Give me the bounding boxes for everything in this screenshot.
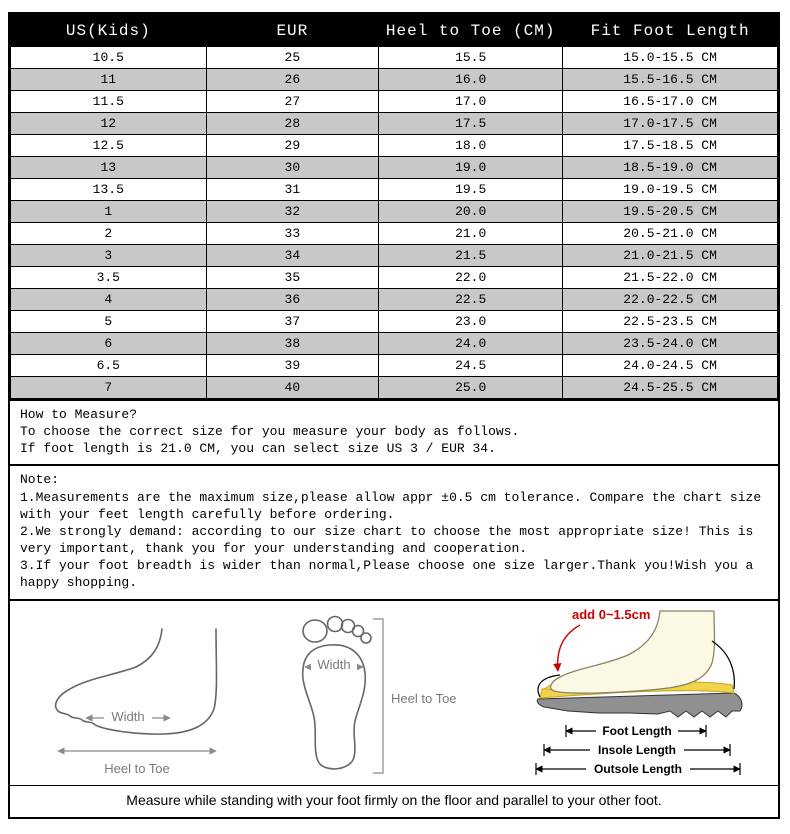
toe-5 [361,633,371,643]
table-cell: 28 [206,113,379,135]
add-allowance-arrow [558,625,580,671]
measurement-diagrams [10,599,778,785]
table-cell: 11 [11,69,207,91]
table-row [11,135,778,157]
note-item-3: 3.If your foot breadth is wider than normal,Please choose one size larger.Thank you!Wish you a happy shopping. [20,558,754,591]
col-header-eur: EUR [206,15,379,47]
how-to-measure-section [10,399,778,464]
table-cell: 19.5-20.5 CM [563,201,778,223]
table-cell: 36 [206,289,379,311]
sole-length-label: Heel to Toe [391,690,457,706]
how-to-measure-line1: To choose the correct size for you measure your body as follows. [20,424,520,440]
table-cell: 19.5 [379,179,563,201]
table-cell: 30 [206,157,379,179]
table-cell: 15.5-16.5 CM [563,69,778,91]
toe-2 [328,616,343,631]
size-table-body [11,47,778,399]
table-cell: 15.5 [379,47,563,69]
footer-instruction-bar [10,785,778,817]
table-cell: 13 [11,157,207,179]
table-header-row [11,15,778,47]
outsole-shape [537,693,742,717]
table-cell: 24.5-25.5 CM [563,377,778,399]
table-cell: 24.0 [379,333,563,355]
table-cell: 22.5-23.5 CM [563,311,778,333]
table-cell: 31 [206,179,379,201]
table-row [11,223,778,245]
table-row [11,179,778,201]
how-to-measure-line2: If foot length is 21.0 CM, you can select size US 3 / EUR 34. [20,441,496,457]
table-cell: 19.0 [379,157,563,179]
table-cell: 38 [206,333,379,355]
col-header-heel-to-toe: Heel to Toe (CM) [379,15,563,47]
table-cell: 16.5-17.0 CM [563,91,778,113]
table-cell: 39 [206,355,379,377]
table-cell: 40 [206,377,379,399]
table-row [11,91,778,113]
table-cell: 33 [206,223,379,245]
foot-sole-diagram [277,611,487,781]
table-cell: 12.5 [11,135,207,157]
note-title: Note: [20,472,60,488]
table-cell: 17.5-18.5 CM [563,135,778,157]
table-cell: 6 [11,333,207,355]
table-cell: 18.0 [379,135,563,157]
table-row [11,157,778,179]
table-cell: 6.5 [11,355,207,377]
note-item-2: 2.We strongly demand: according to our size chart to choose the most appropriate size! This is very important, thank you for your understanding and cooperation. [20,523,754,557]
table-row [11,245,778,267]
table-cell: 17.0-17.5 CM [563,113,778,135]
table-cell: 17.0 [379,91,563,113]
table-cell: 21.5 [379,245,563,267]
footer-instruction-text: Measure while standing with your foot firmly on the floor and parallel to your other foot. [126,791,662,808]
table-cell: 4 [11,289,207,311]
col-header-us-kids: US(Kids) [11,15,207,47]
shoe-length-diagram [510,601,766,781]
table-cell: 19.0-19.5 CM [563,179,778,201]
table-cell: 24.0-24.5 CM [563,355,778,377]
table-row [11,113,778,135]
table-cell: 21.5-22.0 CM [563,267,778,289]
table-cell: 23.5-24.0 CM [563,333,778,355]
insole-length-label: Insole Length [598,742,676,757]
how-to-measure-title: How to Measure? [20,407,138,422]
table-row [11,201,778,223]
table-cell: 18.5-19.0 CM [563,157,778,179]
table-cell: 26 [206,69,379,91]
table-row [11,333,778,355]
table-cell: 24.5 [379,355,563,377]
side-width-label: Width [111,708,145,724]
table-row [11,355,778,377]
foot-side-diagram [34,623,254,781]
foot-shape [551,611,715,693]
side-length-label: Heel to Toe [104,760,170,776]
note-section [10,464,778,598]
table-cell: 7 [11,377,207,399]
table-cell: 13.5 [11,179,207,201]
table-cell: 17.5 [379,113,563,135]
note-item-1: 1.Measurements are the maximum size,please allow appr ±0.5 cm tolerance. Compare the chart size with your feet length carefully before ordering. [20,489,762,522]
table-cell: 15.0-15.5 CM [563,47,778,69]
sole-width-label: Width [317,656,351,672]
table-row [11,289,778,311]
table-cell: 27 [206,91,379,113]
sole-length-bracket [373,619,383,773]
table-row [11,69,778,91]
table-cell: 29 [206,135,379,157]
table-cell: 20.5-21.0 CM [563,223,778,245]
table-cell: 21.0-21.5 CM [563,245,778,267]
table-row [11,267,778,289]
table-cell: 22.0-22.5 CM [563,289,778,311]
table-cell: 3 [11,245,207,267]
heel-counter-line [712,641,734,689]
table-cell: 3.5 [11,267,207,289]
big-toe [303,620,327,642]
table-cell: 34 [206,245,379,267]
table-cell: 22.5 [379,289,563,311]
table-cell: 11.5 [11,91,207,113]
table-cell: 12 [11,113,207,135]
outsole-length-label: Outsole Length [594,761,682,776]
table-row [11,377,778,399]
table-cell: 16.0 [379,69,563,91]
col-header-fit-foot-length: Fit Foot Length [563,15,778,47]
table-cell: 22.0 [379,267,563,289]
table-cell: 32 [206,201,379,223]
table-cell: 25 [206,47,379,69]
table-cell: 37 [206,311,379,333]
table-cell: 21.0 [379,223,563,245]
add-allowance-label: add 0~1.5cm [572,606,651,622]
size-chart-sheet [8,12,780,819]
table-cell: 10.5 [11,47,207,69]
table-cell: 23.0 [379,311,563,333]
table-cell: 25.0 [379,377,563,399]
table-cell: 5 [11,311,207,333]
table-row [11,47,778,69]
foot-length-label: Foot Length [602,723,672,738]
table-cell: 35 [206,267,379,289]
table-cell: 2 [11,223,207,245]
size-table [10,14,778,399]
table-row [11,311,778,333]
table-cell: 20.0 [379,201,563,223]
table-cell: 1 [11,201,207,223]
